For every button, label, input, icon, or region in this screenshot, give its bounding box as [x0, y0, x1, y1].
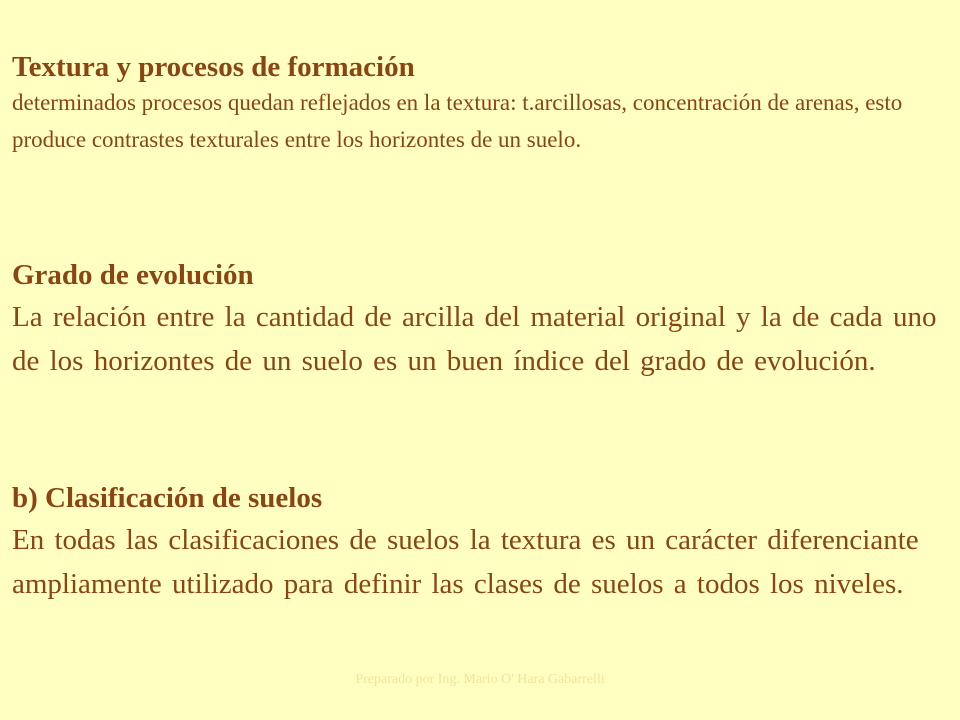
- section-body: determinados procesos quedan reflejados en la textura: t.arcillosas, concentración de arenas, esto produce contrastes texturales entre los horizontes de un suelo.: [12, 90, 903, 152]
- section-body: La relación entre la cantidad de arcilla del material original y la de cada uno de los horizontes de un suelo es un buen índice del grado de evolución.: [12, 301, 937, 377]
- section-heading: Textura y procesos de formación: [12, 51, 415, 83]
- footer-credit: Preparado por Ing. Mario O' Hara Gabarrelli: [355, 672, 605, 687]
- section-body: En todas las clasificaciones de suelos la textura es un carácter diferenciante ampliamente utilizado para definir las clases de suelos a todos los niveles.: [12, 524, 919, 600]
- section-clasificacion-suelos: [12, 478, 942, 606]
- section-heading: b) Clasificación de suelos: [12, 482, 323, 514]
- section-grado-evolucion: [12, 255, 942, 383]
- section-heading: Grado de evolución: [12, 259, 254, 291]
- section-textura-procesos: [12, 50, 942, 158]
